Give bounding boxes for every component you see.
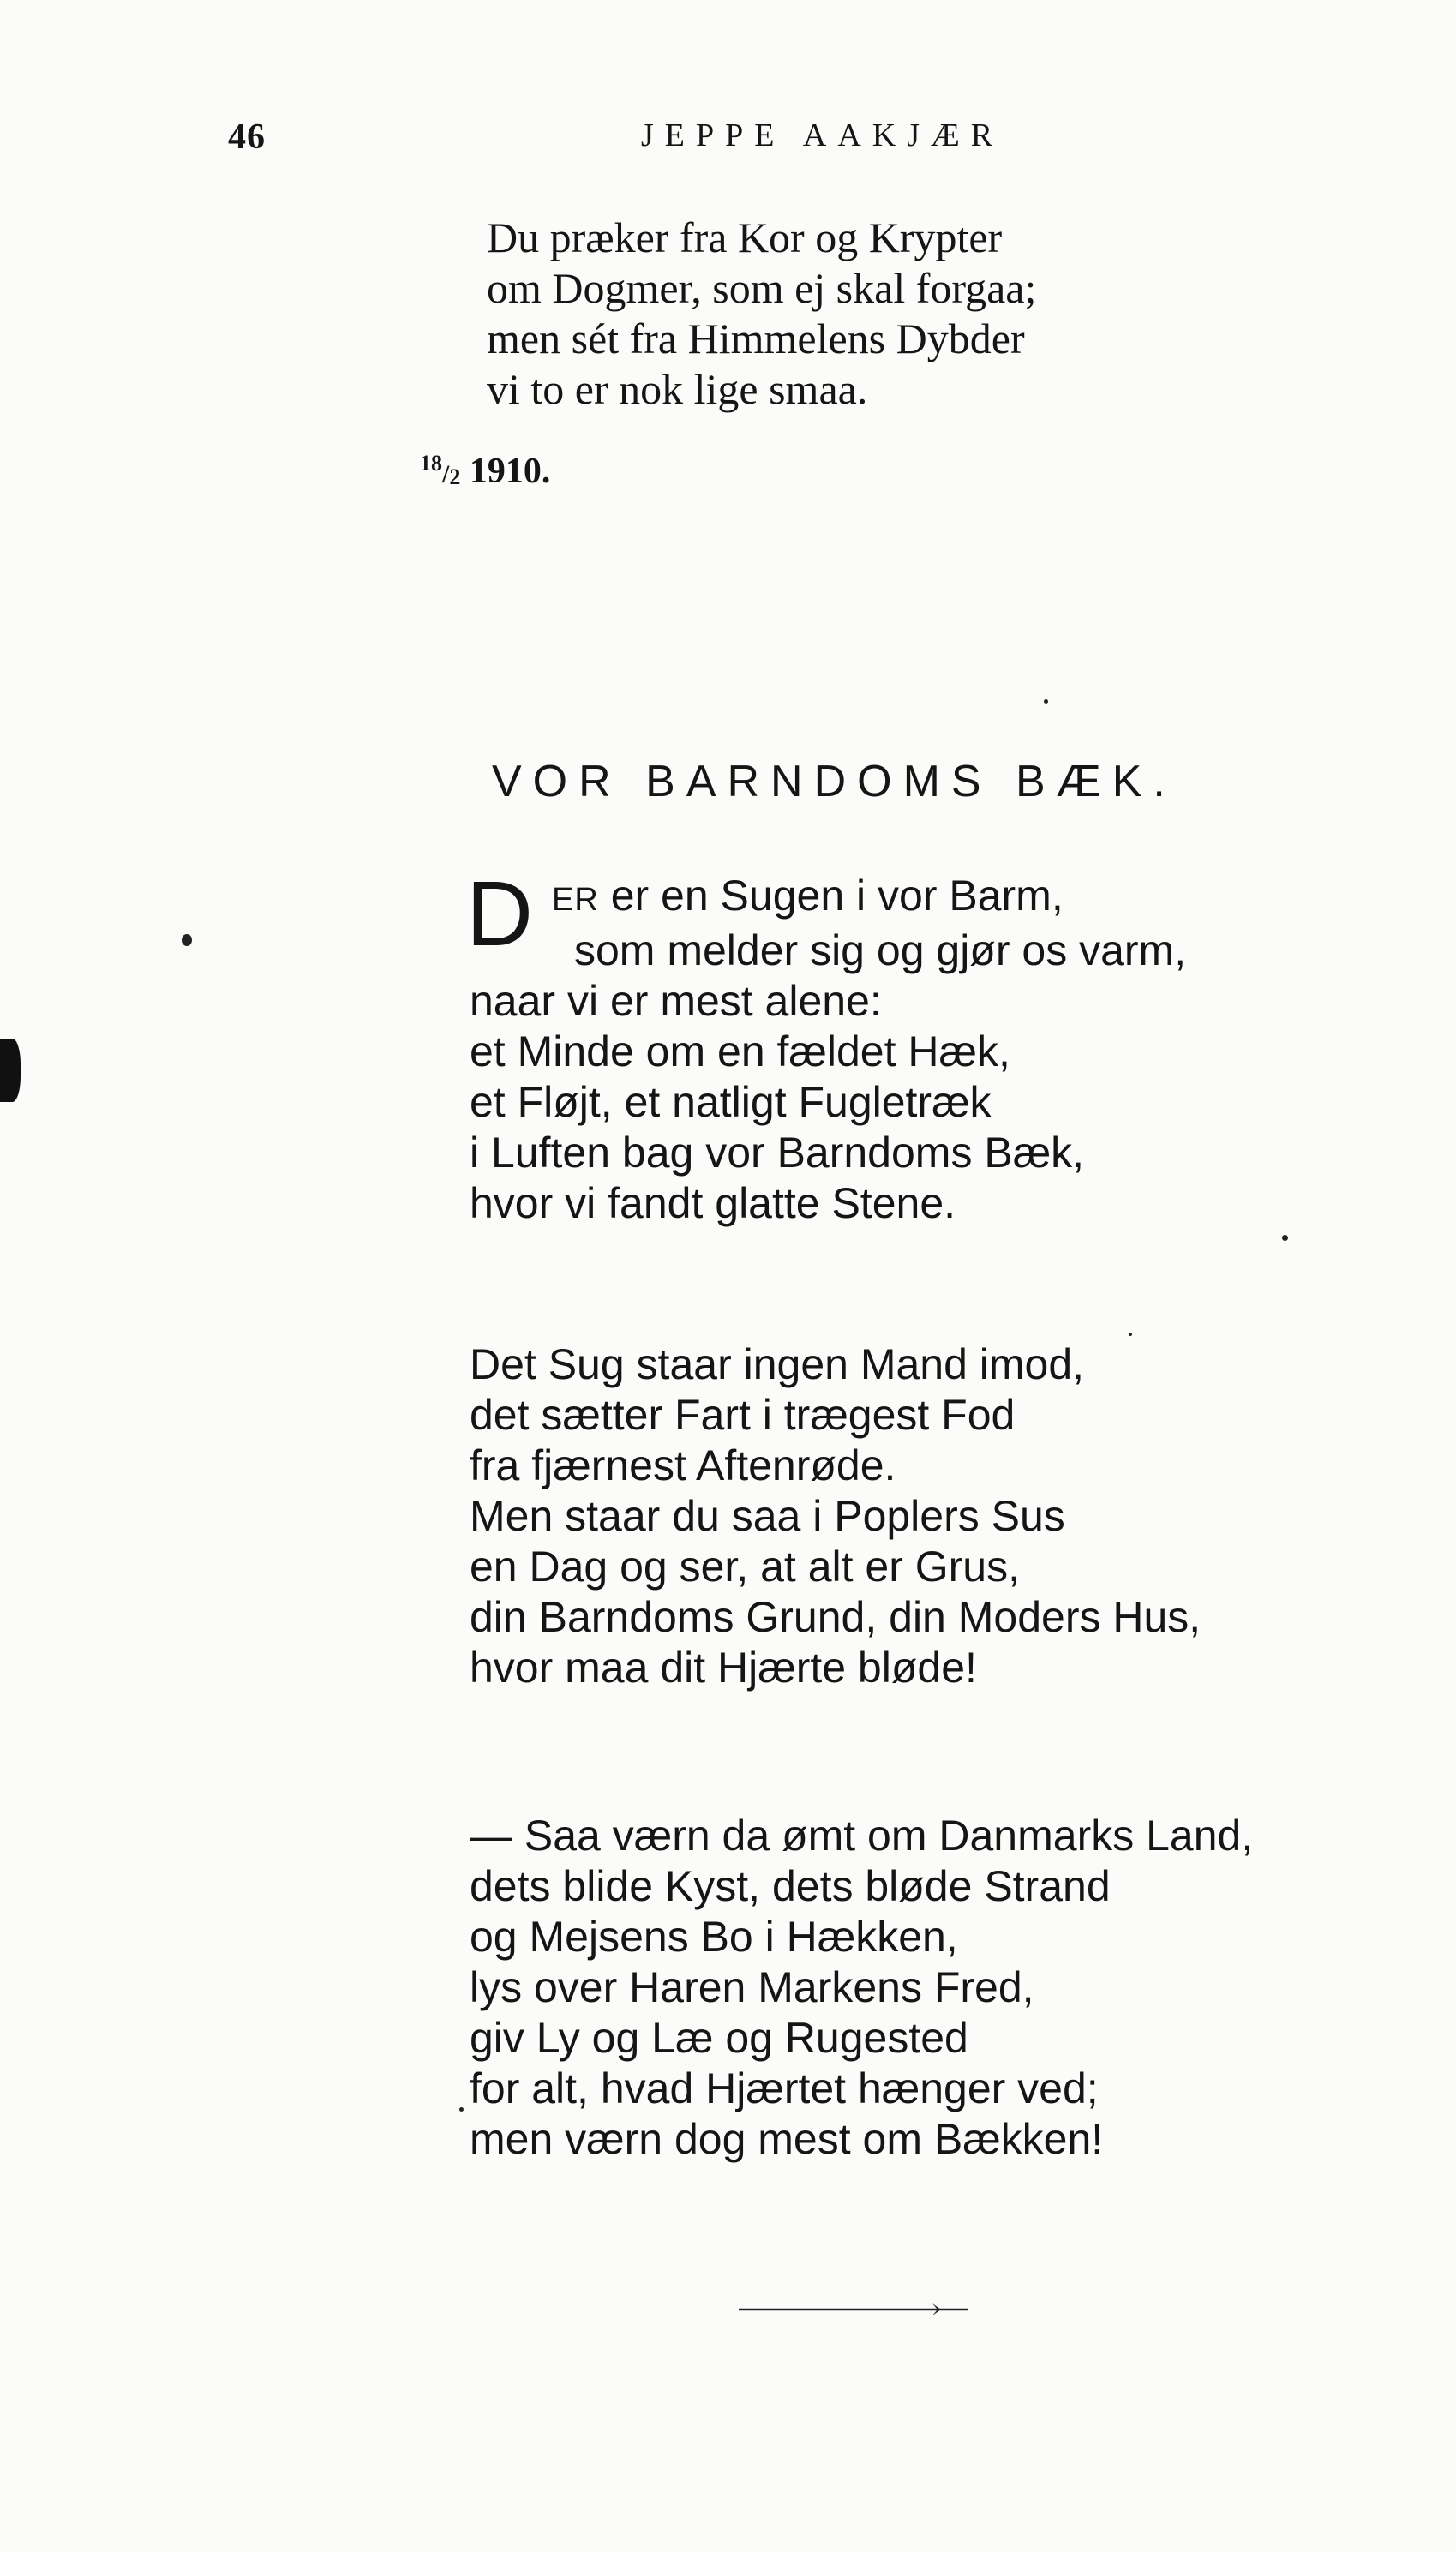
date-year: 1910.	[469, 452, 551, 491]
running-head: JEPPE AAKJÆR	[641, 117, 1004, 153]
small-caps-word: ER	[552, 882, 599, 918]
end-ornament-icon	[739, 2299, 968, 2320]
scan-speck	[459, 2107, 464, 2112]
previous-poem-stanza	[487, 213, 1036, 415]
verse-line: i Luften bag vor Barndoms Bæk,	[470, 1129, 1085, 1177]
verse-line: hvor maa dit Hjærte bløde!	[470, 1644, 977, 1692]
verse-line: lys over Haren Markens Fred,	[470, 1963, 1034, 2011]
verse-line: din Barndoms Grund, din Moders Hus,	[470, 1593, 1201, 1641]
verse-line: hvor vi fandt glatte Stene.	[470, 1179, 956, 1227]
verse-line: vi to er nok lige smaa.	[487, 365, 868, 413]
verse-line: et Fløjt, et natligt Fugletræk	[470, 1078, 992, 1126]
verse-line: en Dag og ser, at alt er Grus,	[470, 1543, 1020, 1591]
verse-line: Du præker fra Kor og Krypter	[487, 213, 1003, 261]
scan-edge-mark	[0, 1039, 21, 1102]
scan-speck	[182, 934, 192, 946]
date-month: 2	[449, 464, 461, 489]
first-line-rest: er en Sugen i vor Barm,	[598, 872, 1064, 920]
poem-date	[420, 451, 550, 492]
verse-line: og Mejsens Bo i Hækken,	[470, 1913, 958, 1961]
drop-cap: D	[466, 861, 533, 965]
scan-speck	[1129, 1333, 1132, 1336]
stanza-3	[470, 1811, 1253, 2165]
verse-line: giv Ly og Læ og Rugested	[470, 2014, 968, 2062]
stanza-2	[470, 1339, 1201, 1693]
verse-line: som melder sig og gjør os varm,	[574, 926, 1187, 974]
poem-title: VOR BARNDOMS BÆK.	[492, 757, 1177, 806]
page-number: 46	[228, 117, 266, 157]
verse-line: naar vi er mest alene:	[470, 977, 882, 1025]
date-day: 18	[420, 451, 442, 476]
stanza-1	[470, 871, 1186, 1229]
verse-line: det sætter Fart i trægest Fod	[470, 1391, 1016, 1439]
verse-line: et Minde om en fældet Hæk,	[470, 1027, 1010, 1075]
date-slash: /	[442, 460, 450, 488]
scan-speck	[1044, 699, 1048, 704]
verse-line: men værn dog mest om Bækken!	[470, 2115, 1104, 2163]
scan-speck	[1282, 1235, 1288, 1241]
verse-line: Men staar du saa i Poplers Sus	[470, 1492, 1065, 1540]
verse-line: for alt, hvad Hjærtet hænger ved;	[470, 2064, 1099, 2112]
verse-line-first	[470, 871, 1186, 926]
verse-line: om Dogmer, som ej skal forgaa;	[487, 264, 1037, 312]
verse-line: dets blide Kyst, dets bløde Strand	[470, 1862, 1111, 1910]
verse-line: men sét fra Himmelens Dybder	[487, 315, 1025, 362]
verse-line: — Saa værn da ømt om Danmarks Land,	[470, 1812, 1254, 1860]
verse-line: Det Sug staar ingen Mand imod,	[470, 1340, 1085, 1388]
verse-line: fra fjærnest Aftenrøde.	[470, 1441, 896, 1489]
